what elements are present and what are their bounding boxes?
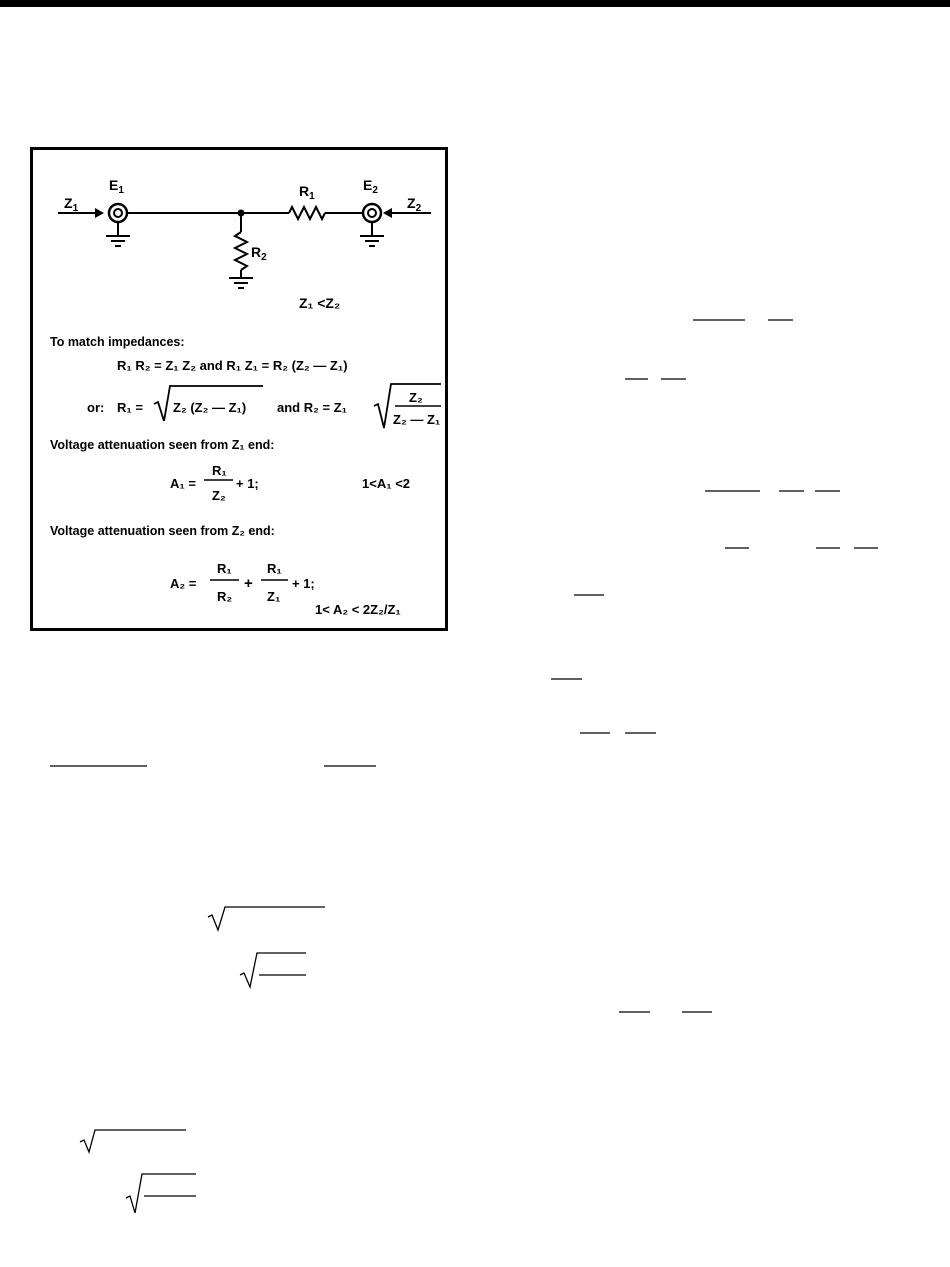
e2-label: $E_2$ [363,177,378,196]
a1-range: 1<A₁ <2 [362,476,411,491]
z1-label: $Z_1$ [64,195,79,214]
a2-lhs: A₂ = [170,576,197,591]
heading-attenuation-z1: Voltage attenuation seen from Z₁ end: [50,438,275,452]
equation-r1-lhs: R₁ = [117,400,143,415]
a2-numerator-1: R₁ [217,561,232,576]
a2-denominator-1: R₂ [217,589,233,604]
r2-label: $R_2$ [251,244,267,263]
a2-range: 1< A₂ < 2Z₂/Z₁ [315,602,401,617]
heading-match-impedances: To match impedances: [50,335,185,349]
heading-attenuation-z2: Voltage attenuation seen from Z₂ end: [50,524,275,538]
sqrt-sign-icon [208,907,325,930]
sqrt-sign-icon [126,1174,196,1213]
equation-r2-fraction-denominator: Z₂ — Z₁ [393,412,441,427]
e1-label: $E_1$ [109,177,124,196]
equation-match-1: R₁ R₂ = Z₁ Z₂ and R₁ Z₁ = R₂ (Z₂ — Z₁) [117,358,348,373]
z2-label: $Z_2$ [407,195,422,214]
sqrt-sign-icon [80,1130,186,1152]
a1-lhs: A₁ = [170,476,196,491]
equation-r2-lhs: and R₂ = Z₁ [277,400,348,415]
r1-label: $R_1$ [299,183,315,202]
a2-plus: + [244,575,253,592]
sqrt-sign-icon [240,953,306,987]
a2-denominator-2: Z₁ [267,589,281,604]
a1-tail: + 1; [236,476,259,491]
equation-or-label: or: [87,400,105,415]
equation-r1-radicand: Z₂ (Z₂ — Z₁) [173,400,247,415]
impedance-condition: Z₁ <Z₂ [299,295,341,311]
a1-numerator: R₁ [212,463,227,478]
equation-r2-fraction-numerator: Z₂ [409,390,423,405]
a2-tail: + 1; [292,576,315,591]
a1-denominator: Z₂ [212,488,226,503]
a2-numerator-2: R₁ [267,561,282,576]
